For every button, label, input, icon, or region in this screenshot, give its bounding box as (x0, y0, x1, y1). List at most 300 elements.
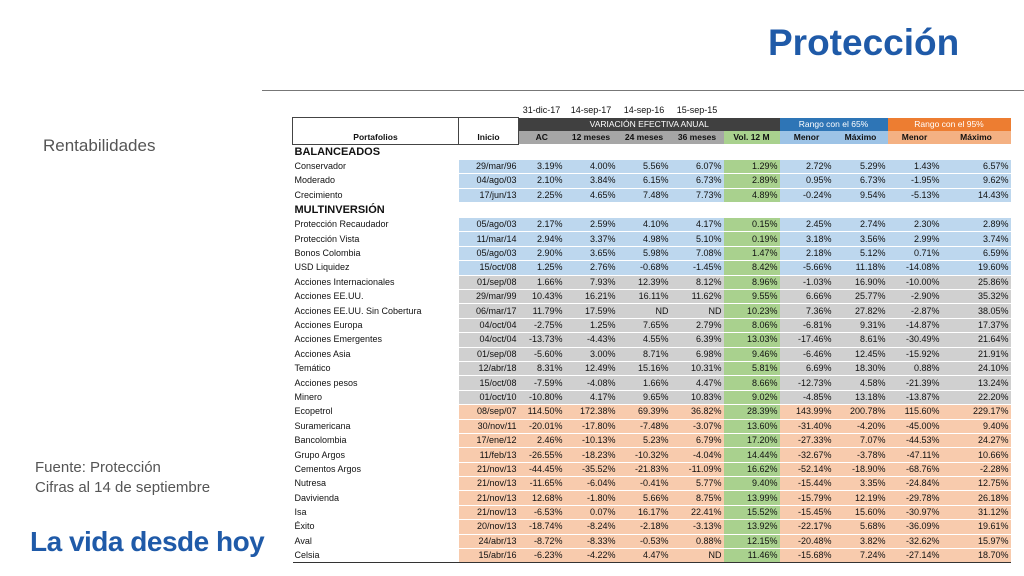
value-cell: 12.19% (834, 491, 888, 505)
value-cell: -32.62% (888, 534, 942, 548)
value-cell: 114.50% (519, 405, 565, 419)
value-cell: 69.39% (618, 405, 671, 419)
value-cell: -1.80% (565, 491, 618, 505)
table-row (293, 174, 1011, 188)
value-cell: -30.97% (888, 505, 942, 519)
date-24m: 14-sep-16 (623, 105, 665, 116)
value-cell: 4.98% (618, 232, 671, 246)
value-cell: 9.54% (834, 188, 888, 202)
brand-logo: Protección (768, 22, 960, 63)
volatility-cell: 1.29% (724, 160, 780, 174)
value-cell: -4.20% (834, 419, 888, 433)
value-cell: 143.99% (780, 405, 834, 419)
value-cell: 2.79% (671, 318, 724, 332)
value-cell: -0.41% (618, 477, 671, 491)
value-cell: 6.69% (780, 361, 834, 375)
value-cell: 22.20% (942, 390, 1011, 404)
value-cell: 1.66% (519, 275, 565, 289)
value-cell: -20.48% (780, 534, 834, 548)
value-cell: -5.60% (519, 347, 565, 361)
value-cell: 16.90% (834, 275, 888, 289)
value-cell: -30.49% (888, 333, 942, 347)
start-date: 12/abr/18 (459, 361, 519, 375)
value-cell: 18.70% (942, 549, 1011, 563)
portfolio-name: Acciones Emergentes (293, 333, 459, 347)
portfolio-name: Acciones Internacionales (293, 275, 459, 289)
table-row (293, 520, 1011, 534)
value-cell: 9.40% (942, 419, 1011, 433)
value-cell: 7.08% (671, 246, 724, 260)
start-date: 15/oct/08 (459, 261, 519, 275)
value-cell: -6.46% (780, 347, 834, 361)
start-date: 01/oct/10 (459, 390, 519, 404)
value-cell: 4.10% (618, 218, 671, 232)
value-cell: -0.24% (780, 188, 834, 202)
volatility-cell: 8.66% (724, 376, 780, 390)
portfolio-name: Moderado (293, 174, 459, 188)
volatility-cell: 13.99% (724, 491, 780, 505)
value-cell: 36.82% (671, 405, 724, 419)
value-cell: -2.90% (888, 290, 942, 304)
value-cell: 24.27% (942, 433, 1011, 447)
value-cell: -0.68% (618, 261, 671, 275)
value-cell: ND (671, 304, 724, 318)
volatility-cell: 1.47% (724, 246, 780, 260)
value-cell: -4.22% (565, 549, 618, 563)
value-cell: -10.80% (519, 390, 565, 404)
value-cell: 1.66% (618, 376, 671, 390)
value-cell: -5.13% (888, 188, 942, 202)
start-date: 11/mar/14 (459, 232, 519, 246)
value-cell: 3.84% (565, 174, 618, 188)
start-date: 30/nov/11 (459, 419, 519, 433)
value-cell: 4.47% (671, 376, 724, 390)
value-cell: -11.65% (519, 477, 565, 491)
value-cell: -2.18% (618, 520, 671, 534)
col-vol: Vol. 12 M (724, 131, 780, 145)
value-cell: -4.08% (565, 376, 618, 390)
value-cell: -52.14% (780, 462, 834, 476)
value-cell: 0.88% (671, 534, 724, 548)
portfolio-name: Crecimiento (293, 188, 459, 202)
value-cell: -17.80% (565, 419, 618, 433)
table-row (293, 448, 1011, 462)
value-cell: -12.73% (780, 376, 834, 390)
value-cell: -45.00% (888, 419, 942, 433)
value-cell: -29.78% (888, 491, 942, 505)
value-cell: 35.32% (942, 290, 1011, 304)
portfolio-name: Éxito (293, 520, 459, 534)
volatility-cell: 11.46% (724, 549, 780, 563)
value-cell: -8.24% (565, 520, 618, 534)
value-cell: -27.33% (780, 433, 834, 447)
value-cell: 5.29% (834, 160, 888, 174)
value-cell: 3.35% (834, 477, 888, 491)
value-cell: 200.78% (834, 405, 888, 419)
value-cell: 3.74% (942, 232, 1011, 246)
value-cell: -7.48% (618, 419, 671, 433)
start-date: 24/abr/13 (459, 534, 519, 548)
value-cell: 15.97% (942, 534, 1011, 548)
volatility-cell: 0.15% (724, 218, 780, 232)
value-cell: -68.76% (888, 462, 942, 476)
value-cell: -8.72% (519, 534, 565, 548)
value-cell: 6.07% (671, 160, 724, 174)
value-cell: -4.85% (780, 390, 834, 404)
table-row (293, 376, 1011, 390)
volatility-cell: 9.40% (724, 477, 780, 491)
header-row-1 (293, 118, 1011, 131)
portfolio-name: Acciones Europa (293, 318, 459, 332)
value-cell: 6.73% (671, 174, 724, 188)
value-cell: 17.37% (942, 318, 1011, 332)
value-cell: 6.39% (671, 333, 724, 347)
value-cell: 13.24% (942, 376, 1011, 390)
value-cell: -6.04% (565, 477, 618, 491)
value-cell: 25.86% (942, 275, 1011, 289)
table-row (293, 232, 1011, 246)
value-cell: 12.68% (519, 491, 565, 505)
value-cell: 2.89% (942, 218, 1011, 232)
value-cell: -2.87% (888, 304, 942, 318)
start-date: 15/oct/08 (459, 376, 519, 390)
col-maximo-95: Máximo (942, 131, 1011, 145)
value-cell: -15.92% (888, 347, 942, 361)
start-date: 21/nov/13 (459, 462, 519, 476)
value-cell: 3.19% (519, 160, 565, 174)
start-date: 08/sep/07 (459, 405, 519, 419)
start-date: 04/oct/04 (459, 318, 519, 332)
value-cell: 10.31% (671, 361, 724, 375)
table-row (293, 160, 1011, 174)
table-row (293, 534, 1011, 548)
portfolio-name: Isa (293, 505, 459, 519)
value-cell: -32.67% (780, 448, 834, 462)
volatility-cell: 12.15% (724, 534, 780, 548)
value-cell: -22.17% (780, 520, 834, 534)
volatility-cell: 13.03% (724, 333, 780, 347)
portfolio-name: Minero (293, 390, 459, 404)
value-cell: 8.12% (671, 275, 724, 289)
portfolio-name: Suramericana (293, 419, 459, 433)
start-date: 11/feb/13 (459, 448, 519, 462)
start-date: 29/mar/99 (459, 290, 519, 304)
tagline: La vida desde hoy (30, 526, 265, 557)
header-divider (262, 90, 1024, 91)
value-cell: 2.74% (834, 218, 888, 232)
value-cell: 6.79% (671, 433, 724, 447)
value-cell: -7.59% (519, 376, 565, 390)
value-cell: -11.09% (671, 462, 724, 476)
source-line-2: Cifras al 14 de septiembre (35, 479, 211, 496)
volatility-cell: 14.44% (724, 448, 780, 462)
portfolio-name: Protección Recaudador (293, 218, 459, 232)
value-cell: 0.71% (888, 246, 942, 260)
value-cell: -35.52% (565, 462, 618, 476)
value-cell: -15.45% (780, 505, 834, 519)
value-cell: 0.95% (780, 174, 834, 188)
value-cell: -1.45% (671, 261, 724, 275)
section-header (293, 144, 1011, 160)
portfolio-name: Bonos Colombia (293, 246, 459, 260)
table-row (293, 390, 1011, 404)
value-cell: 2.59% (565, 218, 618, 232)
value-cell: 7.73% (671, 188, 724, 202)
start-date: 29/mar/96 (459, 160, 519, 174)
volatility-cell: 13.92% (724, 520, 780, 534)
value-cell: 8.71% (618, 347, 671, 361)
value-cell: 38.05% (942, 304, 1011, 318)
value-cell: -15.68% (780, 549, 834, 563)
start-date: 17/jun/13 (459, 188, 519, 202)
value-cell: 5.56% (618, 160, 671, 174)
table-row (293, 261, 1011, 275)
table-row (293, 462, 1011, 476)
value-cell: 1.25% (565, 318, 618, 332)
col-ac: AC (519, 131, 565, 145)
portfolio-name: Temático (293, 361, 459, 375)
start-date: 06/mar/17 (459, 304, 519, 318)
table-row (293, 347, 1011, 361)
returns-table (292, 104, 1011, 563)
volatility-cell: 8.06% (724, 318, 780, 332)
value-cell: -13.73% (519, 333, 565, 347)
header-row-2 (293, 131, 1011, 145)
value-cell: 2.17% (519, 218, 565, 232)
value-cell: ND (671, 549, 724, 563)
volatility-cell: 28.39% (724, 405, 780, 419)
table-row (293, 361, 1011, 375)
section-title: BALANCEADOS (294, 145, 381, 158)
value-cell: -6.53% (519, 505, 565, 519)
value-cell: 12.75% (942, 477, 1011, 491)
value-cell: 16.21% (565, 290, 618, 304)
volatility-cell: 10.23% (724, 304, 780, 318)
value-cell: 9.31% (834, 318, 888, 332)
portfolio-name: Davivienda (293, 491, 459, 505)
value-cell: 7.07% (834, 433, 888, 447)
value-cell: 24.10% (942, 361, 1011, 375)
value-cell: 4.55% (618, 333, 671, 347)
table-row (293, 405, 1011, 419)
value-cell: 2.76% (565, 261, 618, 275)
portfolio-name: Bancolombia (293, 433, 459, 447)
value-cell: 13.18% (834, 390, 888, 404)
value-cell: 4.47% (618, 549, 671, 563)
value-cell: 26.18% (942, 491, 1011, 505)
portfolio-name: Protección Vista (293, 232, 459, 246)
value-cell: 5.10% (671, 232, 724, 246)
value-cell: -47.11% (888, 448, 942, 462)
value-cell: 1.25% (519, 261, 565, 275)
portfolio-name: Nutresa (293, 477, 459, 491)
value-cell: -6.81% (780, 318, 834, 332)
volatility-cell: 9.55% (724, 290, 780, 304)
date-ac: 31-dic-17 (522, 105, 561, 116)
value-cell: 6.66% (780, 290, 834, 304)
start-date: 15/abr/16 (459, 549, 519, 563)
col-menor-95: Menor (888, 131, 942, 145)
value-cell: 3.00% (565, 347, 618, 361)
value-cell: 172.38% (565, 405, 618, 419)
value-cell: 11.79% (519, 304, 565, 318)
volatility-cell: 8.42% (724, 261, 780, 275)
value-cell: -18.23% (565, 448, 618, 462)
col-menor-65: Menor (780, 131, 834, 145)
table-row (293, 318, 1011, 332)
value-cell: 15.16% (618, 361, 671, 375)
range95-header: Rango con el 95% (888, 118, 1011, 131)
value-cell: -31.40% (780, 419, 834, 433)
value-cell: 12.49% (565, 361, 618, 375)
source-note (35, 458, 210, 498)
value-cell: 2.18% (780, 246, 834, 260)
value-cell: 7.48% (618, 188, 671, 202)
value-cell: 2.72% (780, 160, 834, 174)
value-cell: 11.18% (834, 261, 888, 275)
col-inicio: Inicio (459, 131, 519, 145)
volatility-cell: 13.60% (724, 419, 780, 433)
table-row (293, 549, 1011, 563)
value-cell: -14.08% (888, 261, 942, 275)
value-cell: 12.45% (834, 347, 888, 361)
value-cell: 8.31% (519, 361, 565, 375)
value-cell: 10.83% (671, 390, 724, 404)
table-row (293, 419, 1011, 433)
value-cell: -5.66% (780, 261, 834, 275)
table-row (293, 246, 1011, 260)
portfolio-name: Aval (293, 534, 459, 548)
value-cell: -6.23% (519, 549, 565, 563)
value-cell: 2.90% (519, 246, 565, 260)
value-cell: 2.10% (519, 174, 565, 188)
value-cell: 15.60% (834, 505, 888, 519)
value-cell: 7.93% (565, 275, 618, 289)
value-cell: -3.78% (834, 448, 888, 462)
value-cell: -13.87% (888, 390, 942, 404)
value-cell: -10.13% (565, 433, 618, 447)
source-line-1: Fuente: Protección (35, 459, 161, 476)
value-cell: 4.65% (565, 188, 618, 202)
value-cell: 3.82% (834, 534, 888, 548)
table-row (293, 433, 1011, 447)
col-maximo-65: Máximo (834, 131, 888, 145)
value-cell: 31.12% (942, 505, 1011, 519)
value-cell: -17.46% (780, 333, 834, 347)
value-cell: 5.68% (834, 520, 888, 534)
value-cell: 2.99% (888, 232, 942, 246)
value-cell: 6.57% (942, 160, 1011, 174)
value-cell: 2.25% (519, 188, 565, 202)
value-cell: -15.79% (780, 491, 834, 505)
value-cell: 9.62% (942, 174, 1011, 188)
value-cell: 6.15% (618, 174, 671, 188)
value-cell: -2.75% (519, 318, 565, 332)
value-cell: 19.61% (942, 520, 1011, 534)
section-title: MULTINVERSIÓN (294, 204, 385, 217)
value-cell: -0.53% (618, 534, 671, 548)
value-cell: 21.91% (942, 347, 1011, 361)
date-12m: 14-sep-17 (570, 105, 612, 116)
col-portafolios: Portafolios (293, 131, 459, 145)
value-cell: 21.64% (942, 333, 1011, 347)
portfolio-name: Cementos Argos (293, 462, 459, 476)
value-cell: 25.77% (834, 290, 888, 304)
value-cell: 5.23% (618, 433, 671, 447)
portfolio-name: Acciones EE.UU. (293, 290, 459, 304)
value-cell: 19.60% (942, 261, 1011, 275)
value-cell: -20.01% (519, 419, 565, 433)
value-cell: 10.43% (519, 290, 565, 304)
volatility-cell: 4.89% (724, 188, 780, 202)
value-cell: 4.58% (834, 376, 888, 390)
start-date: 21/nov/13 (459, 505, 519, 519)
value-cell: -8.33% (565, 534, 618, 548)
page-subtitle: Rentabilidades (43, 136, 156, 155)
value-cell: 6.59% (942, 246, 1011, 260)
portfolio-name: Acciones pesos (293, 376, 459, 390)
value-cell: 9.65% (618, 390, 671, 404)
value-cell: 3.37% (565, 232, 618, 246)
portfolio-name: Ecopetrol (293, 405, 459, 419)
value-cell: 17.59% (565, 304, 618, 318)
table-row (293, 275, 1011, 289)
value-cell: -3.13% (671, 520, 724, 534)
start-date: 04/ago/03 (459, 174, 519, 188)
value-cell: 5.66% (618, 491, 671, 505)
value-cell: -14.87% (888, 318, 942, 332)
value-cell: 7.65% (618, 318, 671, 332)
col-36m: 36 meses (671, 131, 724, 145)
table-row (293, 477, 1011, 491)
section-header (293, 203, 1011, 219)
value-cell: 5.98% (618, 246, 671, 260)
value-cell: -27.14% (888, 549, 942, 563)
value-cell: 11.62% (671, 290, 724, 304)
volatility-cell: 2.89% (724, 174, 780, 188)
start-date: 05/ago/03 (459, 246, 519, 260)
value-cell: 4.00% (565, 160, 618, 174)
value-cell: 2.30% (888, 218, 942, 232)
value-cell: 10.66% (942, 448, 1011, 462)
portfolio-name: Acciones Asia (293, 347, 459, 361)
start-date: 01/sep/08 (459, 275, 519, 289)
value-cell: 3.18% (780, 232, 834, 246)
volatility-cell: 16.62% (724, 462, 780, 476)
value-cell: 6.73% (834, 174, 888, 188)
value-cell: -18.90% (834, 462, 888, 476)
volatility-cell: 5.81% (724, 361, 780, 375)
value-cell: 18.30% (834, 361, 888, 375)
value-cell: 7.36% (780, 304, 834, 318)
range65-header: Rango con el 65% (780, 118, 888, 131)
start-date: 01/sep/08 (459, 347, 519, 361)
value-cell: 8.61% (834, 333, 888, 347)
volatility-cell: 8.96% (724, 275, 780, 289)
value-cell: 12.39% (618, 275, 671, 289)
value-cell: -10.32% (618, 448, 671, 462)
table-row (293, 304, 1011, 318)
value-cell: -18.74% (519, 520, 565, 534)
value-cell: 16.11% (618, 290, 671, 304)
value-cell: 4.17% (565, 390, 618, 404)
value-cell: 5.12% (834, 246, 888, 260)
value-cell: -1.03% (780, 275, 834, 289)
value-cell: -3.07% (671, 419, 724, 433)
value-cell: 2.94% (519, 232, 565, 246)
volatility-cell: 0.19% (724, 232, 780, 246)
volatility-cell: 9.02% (724, 390, 780, 404)
